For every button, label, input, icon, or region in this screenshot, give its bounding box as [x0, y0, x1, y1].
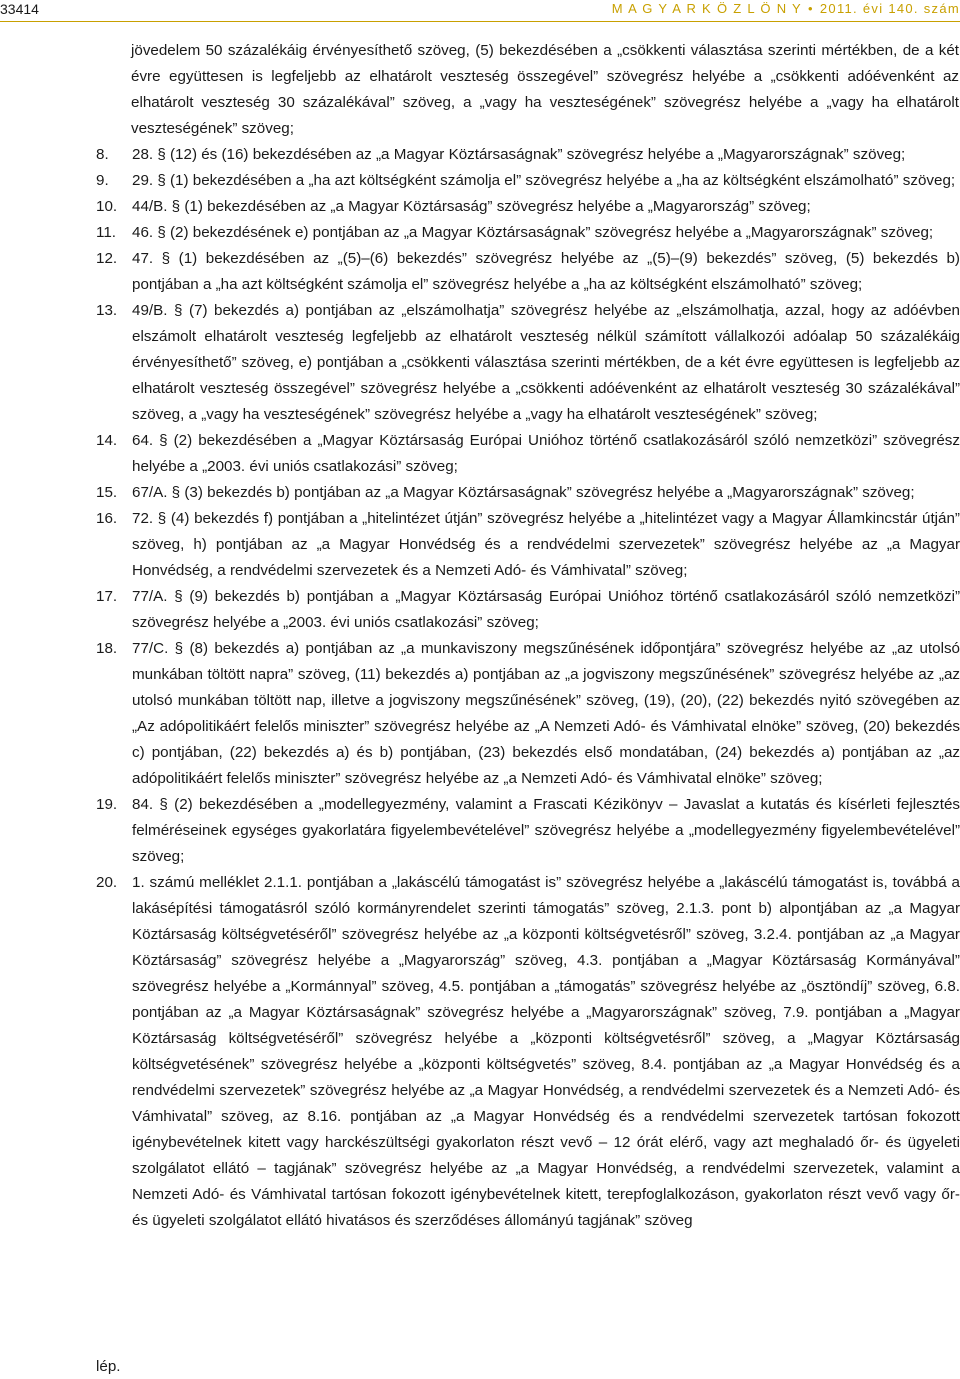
- list-item: [0, 220, 960, 246]
- item-text: 28. § (12) és (16) bekezdésében az „a Magyar Köztársaságnak” szövegrész helyébe a „Magyarországnak” szöveg;: [132, 146, 906, 163]
- item-text: 46. § (2) bekezdésének e) pontjában az „a Magyar Köztársaságnak” szövegrész helyébe a „Magyarországnak” szöveg;: [132, 224, 934, 241]
- item-number: 11.: [96, 224, 116, 241]
- item-text: 44/B. § (1) bekezdésében az „a Magyar Köztársaság” szövegrész helyébe a „Magyarország” szöveg;: [132, 198, 811, 215]
- item-text: 84. § (2) bekezdésében a „modellegyezmény, valamint a Frascati Kézikönyv – Javaslat a kutatás és kísérleti fejlesztés felméréseinek egységes gyakorlatára figyelembevételével” szövegrész helyébe a „modellegyezmény figyelembevételével” szöveg;: [132, 796, 960, 865]
- page-number: 33414: [0, 1, 39, 17]
- item-number: 19.: [96, 796, 118, 813]
- item-number: 16.: [96, 510, 118, 527]
- item-text: 77/C. § (8) bekezdés a) pontjában az „a munkaviszony megszűnésének időpontjára” szövegrész helyébe az „az utolsó munkában töltött napra” szöveg, (11) bekezdés a) pontjában az „a jogviszony megszűnésének” szövegrész helyébe az „az utolsó munkában töltött nap, illetve a jogviszony megszűnésének” szöveg, (19), (20), (22) bekezdés nyitó szövegében az „Az adópolitikáért felelős miniszter” szövegrész helyébe az „A Nemzeti Adó- és Vámhivatal elnöke” szöveg, (20) bekezdés c) pontjában, (22) bekezdés a) és b) pontjában, (23) bekezdés első mondatában, (24) bekezdés a) pontjában az „az adópolitikáért felelős miniszter” szövegrész helyébe az „a Nemzeti Adó- és Vámhivatal elnöke” szöveg;: [132, 640, 960, 787]
- amendment-list: [0, 142, 960, 1234]
- list-item: [0, 792, 960, 870]
- item-number: 9.: [96, 172, 109, 189]
- list-item: [0, 480, 960, 506]
- item-text: 77/A. § (9) bekezdés b) pontjában a „Magyar Köztársaság Európai Unióhoz történő csatlakozásáról szóló nemzetközi” szövegrész helyébe a „2003. évi uniós csatlakozási” szöveg;: [132, 588, 960, 631]
- list-item: [0, 142, 960, 168]
- issue-label: 2011. évi 140. szám: [819, 1, 960, 16]
- item-text: 1. számú melléklet 2.1.1. pontjában a „lakáscélú támogatást is” szövegrész helyébe a „lakáscélú támogatást is, továbbá a lakásépítési támogatásról szóló kormányrendelet szerinti támogatás” szöveg, 2.1.3. pont b) alpontjában az „a Magyar Köztársaság költségvetéséről” szövegrész helyébe az „a központi költségvetésről” szöveg, 3.2.4. pontjában az „a Magyar Köztársaság” szövegrész helyébe a „Magyarország” szöveg, 4.3. pontjában a „Magyar Köztársaság Kormányával” szövegrész helyébe a „Kormánnyal” szöveg, 4.5. pontjában a „támogatás” szövegrész helyébe az „ösztöndíj” szöveg, 6.8. pontjában az „a Magyar Köztársaságnak” szövegrész helyébe a „Magyarországnak” szöveg, 7.9. pontjában a „Magyar Köztársaság költségvetéséről” szövegrész helyébe a „központi költségvetésről” szöveg, a „Magyar Köztársaság költségvetésének” szövegrész helyébe a „központi költségvetés” szöveg, 8.4. pontjában az „a Magyar Honvédség és a rendvédelmi szervezetek” szövegrész helyébe az „a Magyar Honvédség, a rendvédelmi szervezetek és a Nemzeti Adó- és Vámhivatal” szöveg, az 8.16. pontjában az „a Magyar Honvédség és a rendvédelmi szervezetek tartósan fokozott igénybevételnek kitett vagy harckészültségi gyakorlaton részt vevő – 12 órát elérő, vagy azt meghaladó őr- és ügyeleti szolgálatot ellátó – tagjának” szövegrész helyébe az „a Magyar Honvédség, a rendvédelmi szervezetek, valamint a Nemzeti Adó- és Vámhivatal tartósan fokozott igénybevételnek kitett, terepfoglalkozáson, gyakorlaton részt vevő vagy őr- és ügyeleti szolgálatot ellátó hivatásos és szerződéses állományú tagjának” szöveg: [132, 874, 960, 1229]
- continuation-paragraph: jövedelem 50 százalékáig érvényesíthető szöveg, (5) bekezdésében a „csökkenti választása szerinti mértékben, de a két évre együttesen is legfeljebb az elhatárolt veszteség összegével” szövegrész helyébe a „csökkenti adóévenként az elhatárolt veszteség 30 százalékával” szöveg, a „vagy ha veszteségének” szövegrész helyébe a „vagy ha elhatárolt veszteségének” szöveg;: [131, 42, 959, 137]
- journal-name: M A G Y A R K Ö Z L Ö N Y: [611, 1, 803, 16]
- separator-bullet: •: [808, 1, 814, 16]
- item-text: 64. § (2) bekezdésében a „Magyar Köztársaság Európai Unióhoz történő csatlakozásáról szóló nemzetközi” szövegrész helyébe a „2003. évi uniós csatlakozási” szöveg;: [132, 432, 960, 475]
- list-item: [0, 298, 960, 428]
- list-item: [0, 506, 960, 584]
- item-number: 15.: [96, 484, 118, 501]
- list-item: [0, 870, 960, 1234]
- list-item: [0, 168, 960, 194]
- list-item: [0, 246, 960, 298]
- item-number: 17.: [96, 588, 118, 605]
- list-item: [0, 584, 960, 636]
- item-number: 14.: [96, 432, 118, 449]
- trailing-word: lép.: [96, 1358, 121, 1375]
- document-body: [0, 38, 960, 1234]
- item-text: 29. § (1) bekezdésében a „ha azt költségként számolja el” szövegrész helyébe a „ha az költségként elszámolható” szöveg;: [132, 172, 956, 189]
- list-item: [0, 636, 960, 792]
- item-number: 20.: [96, 874, 118, 891]
- item-number: 12.: [96, 250, 118, 267]
- item-text: 67/A. § (3) bekezdés b) pontjában az „a Magyar Köztársaságnak” szövegrész helyébe a „Magyarországnak” szöveg;: [132, 484, 915, 501]
- item-number: 13.: [96, 302, 118, 319]
- journal-title: [612, 1, 960, 16]
- item-number: 8.: [96, 146, 109, 163]
- item-number: 18.: [96, 640, 118, 657]
- header-rule: [0, 21, 960, 22]
- item-text: 72. § (4) bekezdés f) pontjában a „hitelintézet útján” szövegrész helyébe a „hitelintézet vagy a Magyar Államkincstár útján” szöveg, h) pontjában az „a Magyar Honvédség és a rendvédelmi szervezetek” szövegrész helyébe az „a Magyar Honvédség, a rendvédelmi szervezetek és a Nemzeti Adó- és Vámhivatal” szöveg;: [132, 510, 960, 579]
- list-item: [0, 428, 960, 480]
- list-item: [0, 194, 960, 220]
- page-header: [0, 0, 960, 22]
- item-number: 10.: [96, 198, 118, 215]
- item-text: 47. § (1) bekezdésében az „(5)–(6) bekezdés” szövegrész helyébe az „(5)–(9) bekezdés” szöveg, (5) bekezdés b) pontjában a „ha azt költségként számolja el” szövegrész helyébe a „ha az költségként elszámolható” szöveg;: [132, 250, 960, 293]
- item-text: 49/B. § (7) bekezdés a) pontjában az „elszámolhatja” szövegrész helyébe az „elszámolhatja, azzal, hogy az adóévben elszámolt elhatárolt veszteség legfeljebb az elhatárolt veszteség nélkül számított vállalkozói adóalap 50 százalékáig érvényesíthető” szöveg, e) pontjában a „csökkenti választása szerinti mértékben, de a két évre együttesen is legfeljebb az elhatárolt veszteség összegével” szövegrész helyébe a „csökkenti adóévenként az elhatárolt veszteség 30 százalékával” szöveg, a „vagy ha veszteségének” szövegrész helyébe a „vagy ha elhatárolt veszteségének” szöveg;: [132, 302, 960, 423]
